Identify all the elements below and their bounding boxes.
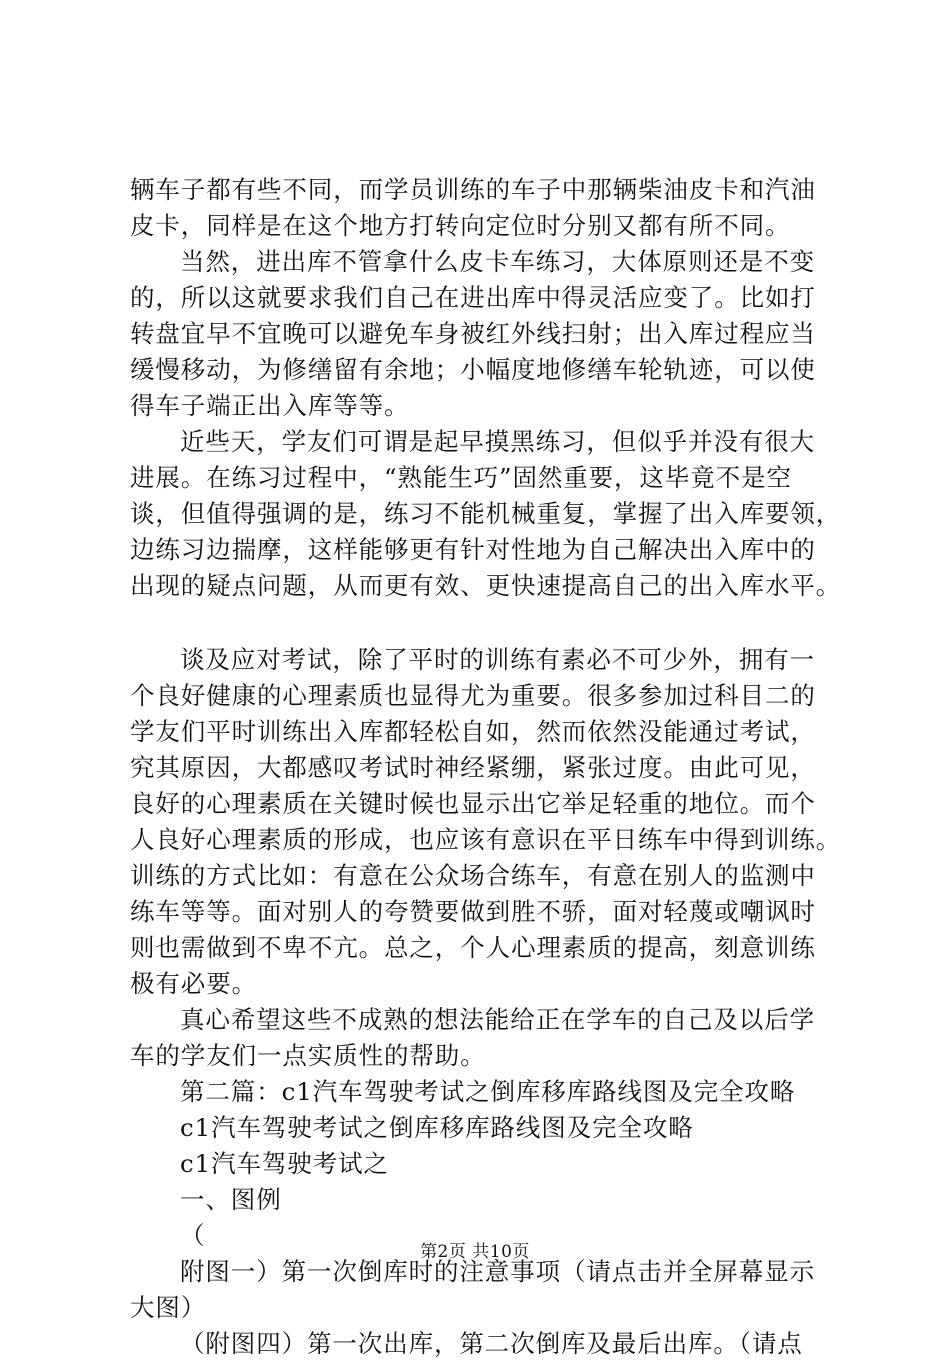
text-line: c1汽车驾驶考试之倒库移库路线图及完全攻略: [180, 1113, 694, 1142]
text-line: 当然，进出库不管拿什么皮卡车练习，大体原则还是不变: [180, 247, 815, 276]
text-line: 出现的疑点问题，从而更有效、更快速提高自己的出入库水平。: [130, 571, 842, 600]
text-line: 转盘宜早不宜晚可以避免车身被红外线扫射；出入库过程应当: [130, 319, 816, 348]
section-heading: 第二篇：c1汽车驾驶考试之倒库移库路线图及完全攻略: [180, 1077, 796, 1106]
text-line: 训练的方式比如：有意在公众场合练车，有意在别人的监测中: [130, 861, 816, 890]
text-line: 一、图例: [180, 1185, 282, 1214]
text-line: 练车等等。面对别人的夸赞要做到胜不骄，面对轻蔑或嘲讽时: [130, 897, 816, 926]
text-line: 边练习边揣摩，这样能够更有针对性地为自己解决出入库中的: [130, 535, 816, 564]
text-line: 人良好心理素质的形成，也应该有意识在平日练车中得到训练。: [130, 825, 842, 854]
text-line: 个良好健康的心理素质也显得尤为重要。很多参加过科目二的: [130, 681, 816, 710]
text-line: 皮卡，同样是在这个地方打转向定位时分别又都有所不同。: [130, 211, 791, 240]
text-line: 进展。在练习过程中，“熟能生巧”固然重要，这毕竟不是空: [130, 463, 792, 492]
text-line: c1汽车驾驶考试之: [180, 1149, 389, 1178]
text-line: 究其原因，大都感叹考试时神经紧绷，紧张过度。由此可见，: [130, 753, 816, 782]
text-line: 大图）: [130, 1293, 207, 1322]
text-line: 的，所以这就要求我们自己在进出库中得灵活应变了。比如打: [130, 283, 816, 312]
text-line: 车的学友们一点实质性的帮助。: [130, 1041, 486, 1070]
text-line: 极有必要。: [130, 969, 257, 998]
text-line: 良好的心理素质在关键时候也显示出它举足轻重的地位。而个: [130, 789, 816, 818]
text-line: 真心希望这些不成熟的想法能给正在学车的自己及以后学: [180, 1005, 815, 1034]
text-line: 谈及应对考试，除了平时的训练有素必不可少外，拥有一: [180, 645, 815, 674]
page-number-footer: 第2页 共10页: [420, 1242, 530, 1262]
text-line: 缓慢移动，为修缮留有余地；小幅度地修缮车轮轨迹，可以使: [130, 355, 816, 384]
text-line: 谈，但值得强调的是，练习不能机械重复，掌握了出入库要领，: [130, 499, 842, 528]
text-line: （附图四）第一次出库，第二次倒库及最后出库。（请点: [180, 1329, 803, 1358]
text-line: 辆车子都有些不同，而学员训练的车子中那辆柴油皮卡和汽油: [130, 175, 816, 204]
text-line: 附图一）第一次倒库时的注意事项（请点击并全屏幕显示: [180, 1257, 815, 1286]
text-line: （: [180, 1221, 206, 1250]
text-line: 得车子端正出入库等等。: [130, 391, 410, 420]
text-line: 近些天，学友们可谓是起早摸黑练习，但似乎并没有很大: [180, 427, 815, 456]
text-line: 学友们平时训练出入库都轻松自如，然而依然没能通过考试，: [130, 717, 816, 746]
text-line: 则也需做到不卑不亢。总之，个人心理素质的提高，刻意训练: [130, 933, 816, 962]
